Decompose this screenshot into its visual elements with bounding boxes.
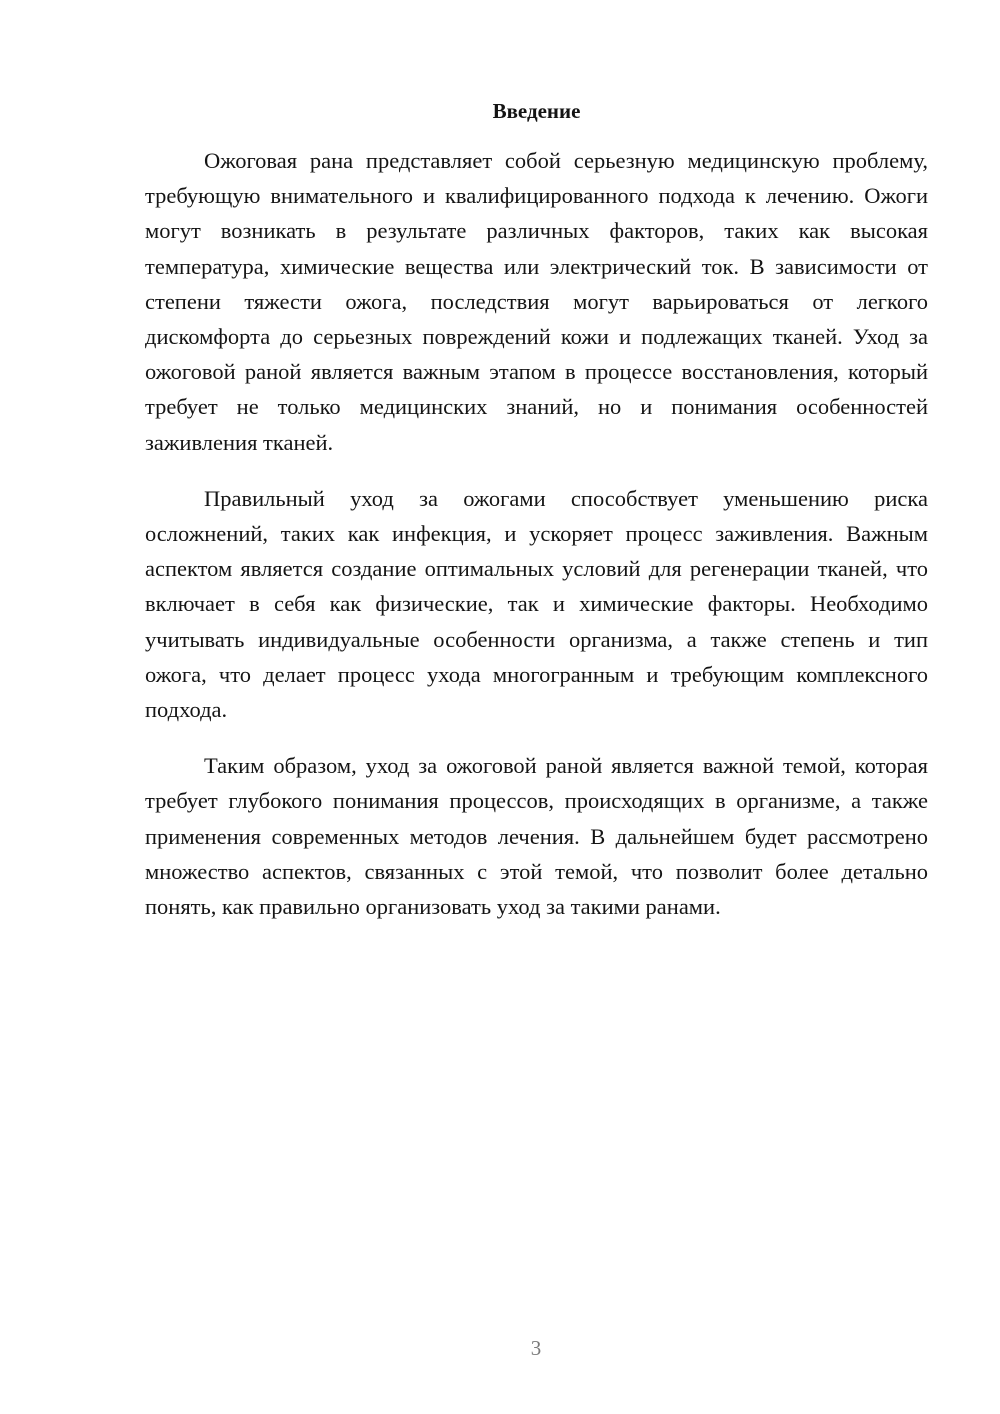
body-text <box>145 143 928 945</box>
section-heading: Введение <box>492 99 581 123</box>
paragraph-3: Таким образом, уход за ожоговой раной является важной темой, которая требует глубокого понимания процессов, происходящих в организме, а также применения современных методов лечения. В дальнейшем будет рассмотрено множество аспектов, связанных с этой темой, что позволит более детально понять, как правильно организовать уход за такими ранами. <box>145 753 928 920</box>
paragraph-2: Правильный уход за ожогами способствует уменьшению риска осложнений, таких как инфекция, и ускоряет процесс заживления. Важным аспектом является создание оптимальных условий для регенерации тканей, что включает в себя как физические, так и химические факторы. Необходимо учитывать индивидуальные особенности организма, а также степень и тип ожога, что делает процесс ухода многогранным и требующим комплексного подхода. <box>145 485 928 723</box>
paragraph-1: Ожоговая рана представляет собой серьезную медицинскую проблему, требующую внимательного и квалифицированного подхода к лечению. Ожоги могут возникать в результате различных факторов, таких как высокая температура, химические вещества или электрический ток. В зависимости от степени тяжести ожога, последствия могут варьироваться от легкого дискомфорта до серьезных повреждений кожи и подлежащих тканей. Уход за ожоговой раной является важным этапом в процессе восстановления, который требует не только медицинских знаний, но и понимания особенностей заживления тканей. <box>145 148 928 455</box>
page-number: 3 <box>530 1336 542 1360</box>
